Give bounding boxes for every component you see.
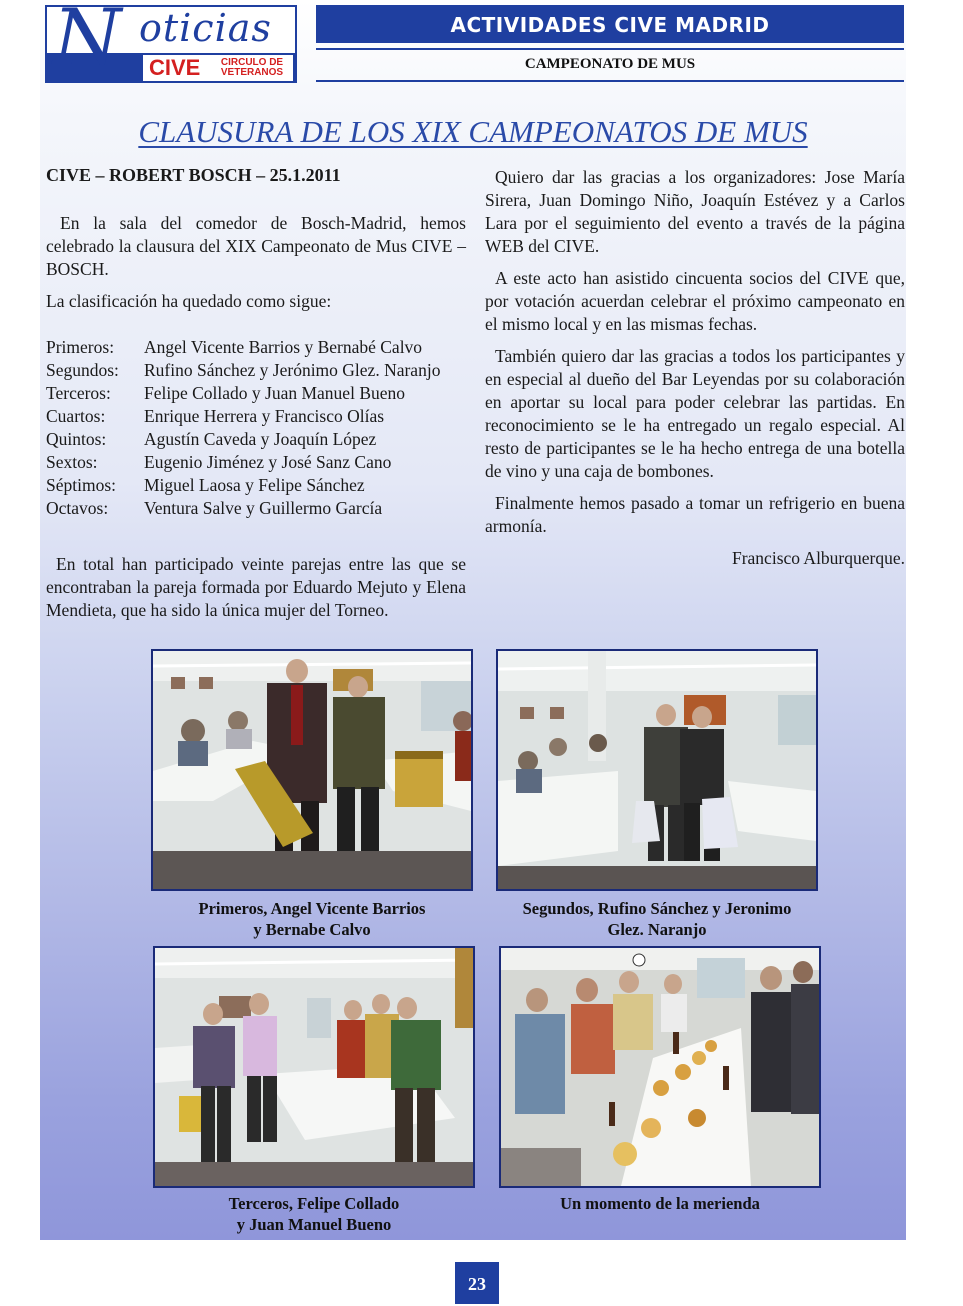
section-title: ACTIVIDADES CIVE MADRID [450, 13, 770, 37]
ranking-list [46, 336, 476, 520]
ranking-row [46, 382, 476, 405]
photo-caption [496, 898, 818, 940]
participants-paragraph: En total han participado veinte parejas entre las que se encontraban la pareja formada por Eduardo Mejuto y Elena Mendieta, que ha sido la única mujer del Torneo. [46, 554, 466, 620]
ranking-row [46, 336, 476, 359]
photo-second-place [496, 649, 818, 891]
ranking-row [46, 451, 476, 474]
logo-word: oticias [139, 6, 272, 50]
logo-cive: CIVE [149, 55, 201, 80]
intro-paragraph: En la sala del comedor de Bosch-Madrid, hemos celebrado la clausura del XIX Campeonato de Mus CIVE – BOSCH. [46, 213, 466, 279]
ranking-place: Octavos: [46, 498, 109, 518]
section-header-bar [316, 5, 904, 43]
photo-snack [499, 946, 821, 1188]
caption-line: Terceros, Felipe Collado [228, 1194, 400, 1213]
photo-first-place [151, 649, 473, 891]
ranking-pair: Eugenio Jiménez y José Sanz Cano [144, 452, 392, 472]
ranking-row [46, 359, 476, 382]
caption-line: y Bernabe Calvo [253, 920, 371, 939]
ranking-place: Sextos: [46, 452, 98, 472]
logo-circulo [215, 58, 289, 78]
photo-caption [151, 898, 473, 940]
section-subtitle: CAMPEONATO DE MUS [524, 56, 696, 72]
article-title: CLAUSURA DE LOS XIX CAMPEONATOS DE MUS [138, 114, 808, 149]
classification-intro: La clasificación ha quedado como sigue: [46, 291, 332, 311]
logo-circulo-line-1: CIRCULO DE [220, 57, 284, 68]
closing-paragraph: Finalmente hemos pasado a tomar un refrigerio en buena armonía. [485, 493, 905, 536]
header-rule-bottom [316, 80, 904, 82]
header-rule-top [316, 48, 904, 50]
ranking-place: Cuartos: [46, 406, 106, 426]
ranking-pair: Miguel Laosa y Felipe Sánchez [144, 475, 365, 495]
photo-caption [153, 1193, 475, 1235]
ranking-place: Primeros: [46, 337, 115, 357]
author-signature: Francisco Alburquerque. [731, 548, 905, 568]
ranking-place: Séptimos: [46, 475, 117, 495]
ranking-row [46, 428, 476, 451]
caption-line: Un momento de la merienda [560, 1194, 760, 1213]
ranking-pair: Agustín Caveda y Joaquín López [144, 429, 377, 449]
ranking-place: Quintos: [46, 429, 107, 449]
ranking-pair: Felipe Collado y Juan Manuel Bueno [144, 383, 406, 403]
ranking-row [46, 405, 476, 428]
caption-line: Glez. Naranjo [607, 920, 707, 939]
photo-caption [499, 1193, 821, 1214]
ranking-place: Terceros: [46, 383, 111, 403]
ranking-row [46, 474, 476, 497]
caption-line: y Juan Manuel Bueno [236, 1215, 392, 1234]
ranking-place: Segundos: [46, 360, 119, 380]
caption-line: Segundos, Rufino Sánchez y Jeronimo [522, 899, 792, 918]
ranking-row [46, 497, 476, 520]
thanks-participants-paragraph: También quiero dar las gracias a todos los participantes y en especial al dueño del Bar Leyendas por su colaboración en aportar su local para poder celebrar las partidas. En reconocimiento se le ha entregado un regalo especial. Al resto de participantes se le ha hecho entrega de una botella de vino y una caja de bombones. [485, 346, 905, 481]
logo-letter-n: N [53, 0, 122, 83]
photo-third-place [153, 946, 475, 1188]
caption-line: Primeros, Angel Vicente Barrios [198, 899, 426, 918]
noticias-cive-logo [45, 0, 297, 83]
page-number: 23 [455, 1262, 499, 1304]
ranking-pair: Ventura Salve y Guillermo García [144, 498, 383, 518]
attendance-paragraph: A este acto han asistido cincuenta socios del CIVE que, por votación acuerdan celebrar el próximo campeonato en el mismo local y en las mismas fechas. [485, 268, 905, 334]
logo-circulo-line-2: VETERANOS [220, 67, 284, 78]
article-dateline: CIVE – ROBERT BOSCH – 25.1.2011 [46, 165, 341, 185]
thanks-organizers-paragraph: Quiero dar las gracias a los organizadores: Jose María Sirera, Juan Domingo Niño, Joaquín Estévez y a Carlos Lara por el seguimiento del evento a través de la página WEB del CIVE. [485, 167, 905, 256]
ranking-pair: Enrique Herrera y Francisco Olías [144, 406, 385, 426]
ranking-pair: Rufino Sánchez y Jerónimo Glez. Naranjo [144, 360, 441, 380]
logo-bottom-panel [143, 55, 293, 81]
ranking-pair: Angel Vicente Barrios y Bernabé Calvo [144, 337, 423, 357]
